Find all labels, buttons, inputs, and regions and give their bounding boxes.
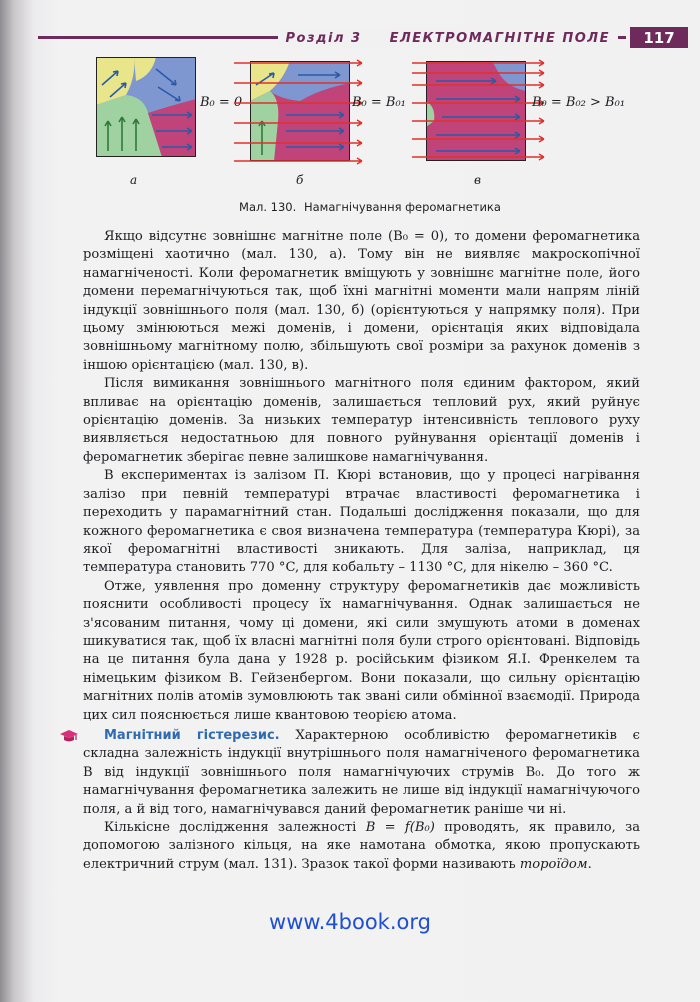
domain-diagram-c-icon — [412, 57, 546, 165]
caption-text: Намагнічування феромагнетика — [303, 200, 501, 214]
caption-prefix: Мал. 130. — [239, 200, 297, 214]
paragraph-4: Отже, уявлення про доменну структуру феромагнетиків дає можливість пояснити особливості процесу їх намагнічування. Однак залишається не з'ясованим питання, чому ці домени, які сили змушують атоми в доменах шикуватися так, щоб їх власні магнітні поля були строго орієнтовані. Відповідь на це питання була дана у 1928 р. російським фізиком Я.І. Френкелем та німецьким фізиком В. Гейзенбергом. Вони показали, що сильну орієнтацію магнітних полів атомів зумовлюють так звані сили обмінної взаємодії. Природа цих сил пояснюється лише квантовою теорією атома. — [83, 578, 640, 723]
domain-diagram-a-icon — [96, 57, 196, 157]
paragraph-2: Після вимикання зовнішнього магнітного поля єдиним фактором, який впливає на орієнтацію доменів, залишається тепловий рух, який руйнує орієнтацію доменів. За низьких температур інтенсивність теплового руху виявляється недостатньою для повного руйнування орієнтації доменів і феромагнетик зберігає певне залишкове намагнічування. — [83, 376, 640, 465]
paragraph-6-middle: проводять, як правило, за допомогою залізного кільця, на яке намотана обмотка, якою пропускають електричний струм (мал. 131). Зразок такої форми називають — [83, 820, 641, 872]
body-text — [83, 228, 640, 874]
paragraph-6 — [83, 819, 640, 874]
figure-130 — [86, 57, 646, 197]
chapter-title: ЕЛЕКТРОМАГНІТНЕ ПОЛЕ — [389, 30, 610, 46]
paragraph-1: Якщо відсутнє зовнішнє магнітне поле (B₀ = 0), то домени феромагнетика розміщені хаотично (мал. 130, а). Тому він не виявляє макроскопічної намагніченості. Коли феромагнетик вміщують у зовнішнє магнітне поле, його домени перемагнічуються так, щоб їхні магнітні моменти мали напрям ліній індукції зовнішнього поля (мал. 130, б) (орієнтуються у напрямку поля). При цьому змінюються межі доменів, і домени, орієнтація яких відповідала зовнішньому магнітному полю, збільшують свої розміри за рахунок доменів з іншою орієнтацією (мал. 130, в). — [83, 229, 640, 373]
figure-panel-a — [96, 57, 243, 187]
paragraph-6-start: Кількісне дослідження залежності — [104, 820, 357, 835]
paragraph-6-end: . — [587, 856, 592, 872]
page-number: 117 — [630, 27, 688, 48]
watermark-url[interactable]: www.4book.org — [269, 910, 431, 934]
page-header — [38, 27, 700, 49]
field-label-b: B₀ = B₀₁ — [352, 95, 406, 110]
field-label-c: B₀ = B₀₂ > B₀₁ — [532, 95, 626, 110]
panel-letter-b: б — [296, 173, 304, 187]
paragraph-5 — [83, 727, 640, 819]
domain-diagram-b-icon — [234, 57, 364, 165]
panel-letter-c: в — [474, 173, 481, 187]
figure-panel-c — [412, 57, 626, 187]
figure-caption — [0, 200, 700, 214]
graduation-cap-icon — [59, 728, 79, 744]
section-heading-hysteresis: Магнітний гістерезис. — [104, 727, 280, 743]
paragraph-3: В експериментах із залізом П. Кюрі встановив, що у процесі нагрівання залізо при певній температурі втрачає властивості феромагнетика і переходить у парамагнітний стан. Подальші дослідження показали, що для кожного феромагнетика є своя визначена температура (температура Кюрі), за якої феромагнітні властивості зникають. Для заліза, наприклад, ця температура становить 770 °C, для кобальту – 1130 °C, для нікелю – 360 °C. — [83, 468, 640, 576]
term-toroid: тороїдом — [519, 856, 588, 872]
formula-b-f-b0: B = f(B₀) — [365, 820, 435, 835]
figure-panel-b — [234, 57, 406, 187]
panel-letter-a: а — [130, 173, 138, 187]
section-label: Розділ 3 — [285, 30, 362, 46]
running-head — [278, 28, 618, 48]
field-label-a: B₀ = 0 — [200, 95, 243, 110]
paragraph-5-text: Характерною особливістю феромагнетиків є складна залежність індукції внутрішнього поля намагніченого феромагнетика B від індукції зовнішнього поля намагнічуючих струмів B₀. До того ж намагнічування феромагнетика залежить не лише від індукції намагнічуючого поля, а й від того, намагнічувався даний феромагнетик раніше чи ні. — [83, 727, 640, 817]
